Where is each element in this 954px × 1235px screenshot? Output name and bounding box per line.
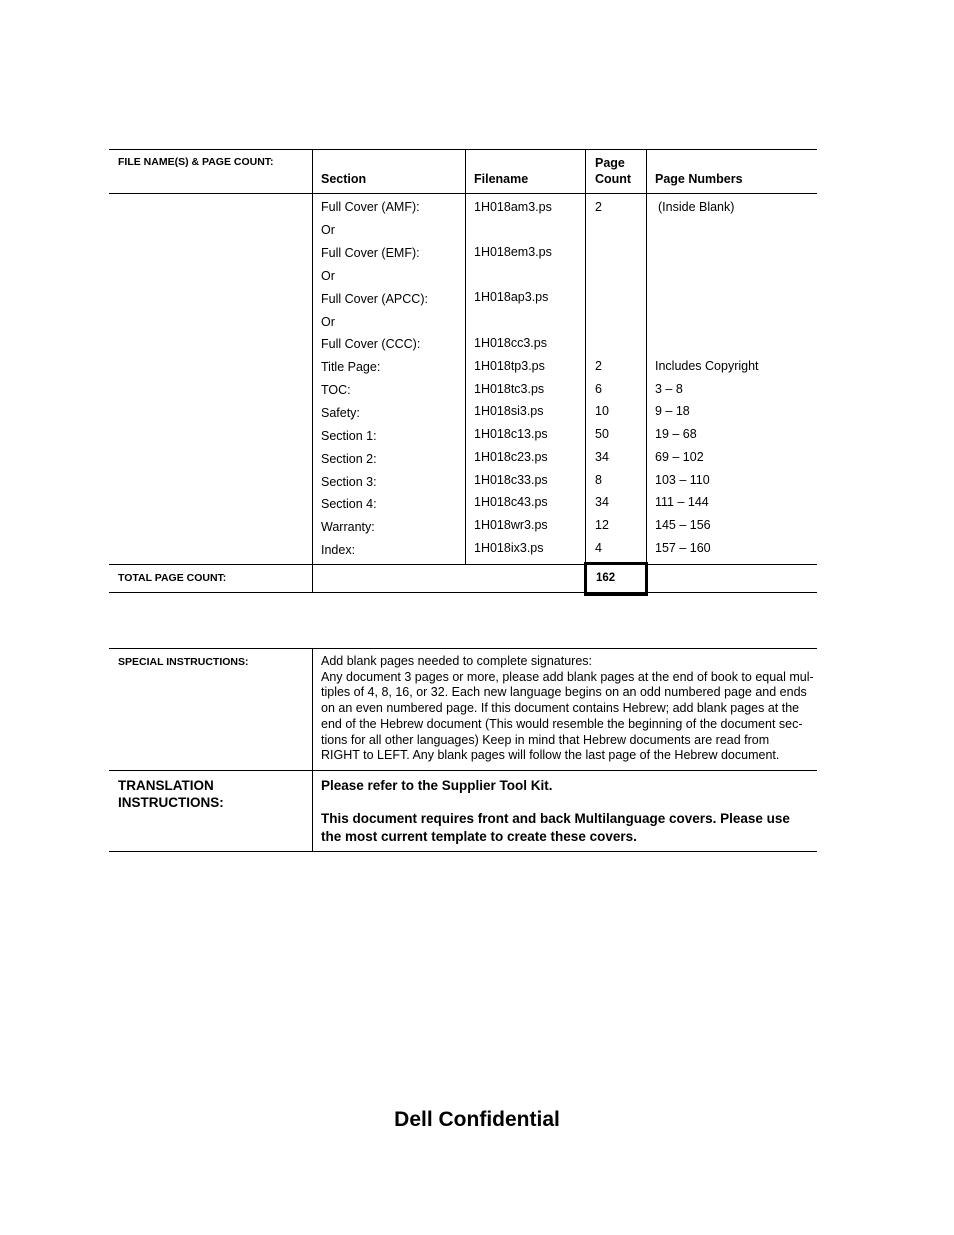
section-cell: Or [321, 223, 335, 237]
section-cell: Section 1: [321, 429, 377, 443]
filename-cell: 1H018em3.ps [474, 245, 552, 259]
special-instructions-line: end of the Hebrew document (This would resemble the beginning of the document sec- [321, 716, 803, 731]
page-numbers-cell: Includes Copyright [655, 359, 759, 373]
header-section: Section [321, 172, 367, 186]
section-cell: Full Cover (AMF): [321, 200, 420, 214]
filename-cell: 1H018ap3.ps [474, 290, 549, 304]
page-count-cell: 6 [595, 382, 602, 396]
column-divider-label [312, 149, 313, 593]
filename-cell: 1H018tp3.ps [474, 359, 545, 373]
column-divider-filename [585, 149, 586, 565]
section-cell: Full Cover (EMF): [321, 246, 420, 260]
instructions-mid-rule [109, 770, 817, 771]
filename-cell: 1H018c43.ps [474, 495, 548, 509]
section-cell: Index: [321, 543, 356, 557]
page-count-cell: 4 [595, 541, 602, 555]
header-page-count-2: Count [595, 172, 632, 186]
table-bottom-rule [109, 592, 817, 593]
page-numbers-cell: 157 – 160 [655, 541, 711, 555]
special-instructions-text [321, 654, 814, 764]
table-header-rule [109, 193, 817, 194]
instructions-bottom-rule [109, 851, 817, 852]
section-cell: Section 2: [321, 452, 377, 466]
page-count-cell: 8 [595, 473, 602, 487]
translation-instructions-line: This document requires front and back Multilanguage covers. Please use [321, 811, 790, 826]
page-numbers-cell: 103 – 110 [655, 473, 710, 487]
page-numbers-cell: 145 – 156 [655, 518, 711, 532]
section-cell: Warranty: [321, 520, 375, 534]
header-page-numbers: Page Numbers [655, 172, 743, 186]
page-count-cell: 12 [595, 518, 609, 532]
filename-cell: 1H018c33.ps [474, 473, 548, 487]
section-cell: Title Page: [321, 360, 381, 374]
table-top-rule [109, 149, 817, 150]
filename-cell: 1H018cc3.ps [474, 336, 547, 350]
page-numbers-cell: 19 – 68 [655, 427, 697, 441]
file-names-label: FILE NAME(S) & PAGE COUNT: [118, 156, 274, 168]
special-instructions-line: Any document 3 pages or more, please add blank pages at the end of book to equal mul- [321, 669, 814, 684]
header-filename: Filename [474, 172, 529, 186]
footer-confidential: Dell Confidential [394, 1108, 560, 1131]
page-numbers-cell: 69 – 102 [655, 450, 704, 464]
table-body-rule [109, 564, 817, 565]
translation-instructions-line: the most current template to create these covers. [321, 829, 637, 844]
section-cell: TOC: [321, 383, 351, 397]
section-cell: Section 3: [321, 475, 377, 489]
filename-cell: 1H018si3.ps [474, 404, 544, 418]
special-instructions-line: tions for all other languages) Keep in mind that Hebrew documents are read from [321, 732, 770, 747]
page-count-cell: 2 [595, 200, 602, 214]
page-count-cell: 50 [595, 427, 609, 441]
page-count-cell: 2 [595, 359, 602, 373]
page-count-cell: 10 [595, 404, 609, 418]
section-cell: Full Cover (CCC): [321, 337, 421, 351]
instructions-column-divider [312, 648, 313, 852]
special-instructions-line: on an even numbered page. If this document contains Hebrew; add blank pages at the [321, 701, 800, 716]
filename-cell: 1H018c23.ps [474, 450, 548, 464]
column-divider-section [465, 149, 466, 565]
special-instructions-line: RIGHT to LEFT. Any blank pages will follow the last page of the Hebrew document. [321, 748, 780, 763]
total-page-count-box [584, 562, 648, 596]
page-numbers-cell: (Inside Blank) [658, 200, 735, 214]
special-instructions-line: tiples of 4, 8, 16, or 32. Each new language begins on an odd numbered page and ends [321, 685, 807, 700]
column-divider-count [646, 149, 647, 565]
total-page-count-label: TOTAL PAGE COUNT: [118, 572, 227, 584]
filename-cell: 1H018ix3.ps [474, 541, 544, 555]
translation-instructions-label-2: INSTRUCTIONS: [118, 795, 224, 810]
section-cell: Safety: [321, 406, 360, 420]
filename-cell: 1H018am3.ps [474, 200, 552, 214]
page-numbers-cell: 9 – 18 [655, 404, 690, 418]
filename-cell: 1H018tc3.ps [474, 382, 545, 396]
filename-cell: 1H018wr3.ps [474, 518, 548, 532]
translation-instructions-line: Please refer to the Supplier Tool Kit. [321, 778, 553, 793]
section-cell: Or [321, 269, 335, 283]
section-cell: Full Cover (APCC): [321, 292, 428, 306]
page-numbers-cell: 111 – 144 [655, 495, 709, 509]
instructions-top-rule [109, 648, 817, 649]
filename-cell: 1H018c13.ps [474, 427, 548, 441]
section-cell: Or [321, 315, 335, 329]
section-cell: Section 4: [321, 497, 377, 511]
special-instructions-label: SPECIAL INSTRUCTIONS: [118, 656, 249, 668]
total-page-count-value: 162 [596, 572, 616, 584]
translation-instructions-label-1: TRANSLATION [118, 778, 214, 793]
page-numbers-cell: 3 – 8 [655, 382, 683, 396]
special-instructions-line: Add blank pages needed to complete signatures: [321, 654, 593, 668]
header-page-count-1: Page [595, 156, 625, 170]
page-count-cell: 34 [595, 450, 609, 464]
page-count-cell: 34 [595, 495, 609, 509]
